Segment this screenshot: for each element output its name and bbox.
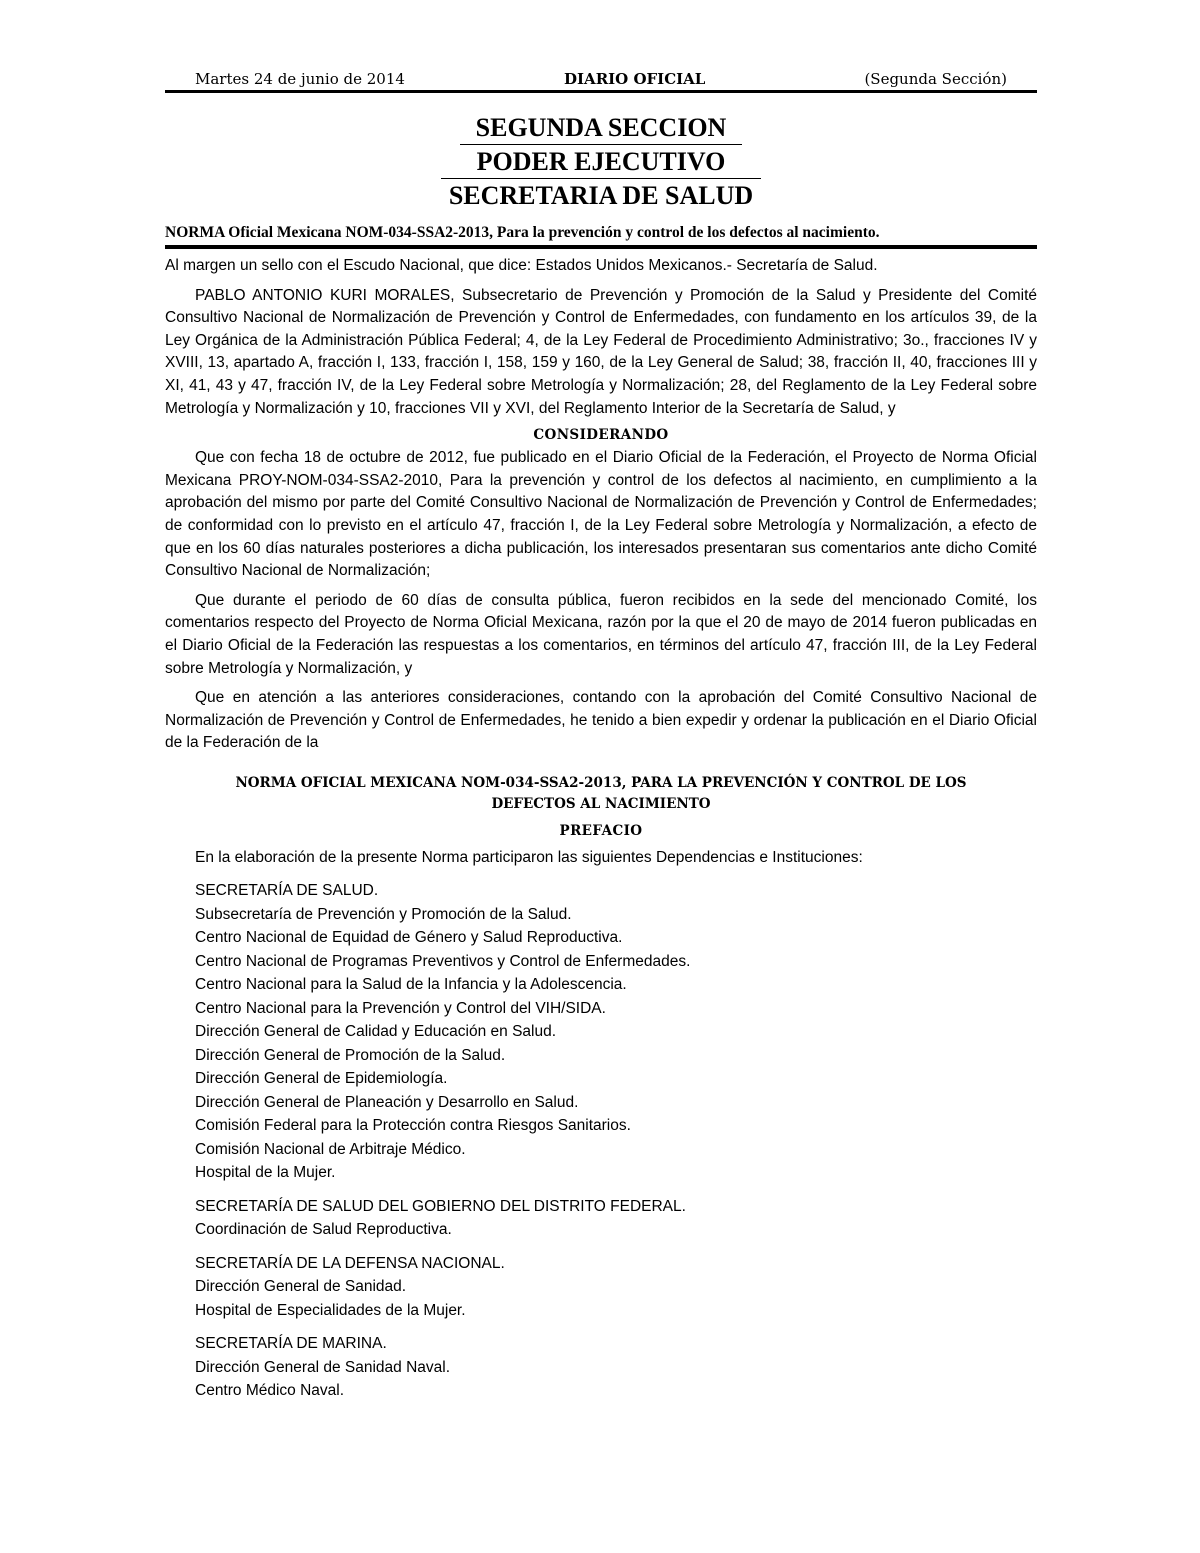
considerando-paragraph-2: Que durante el periodo de 60 días de consulta pública, fueron recibidos en la sede del mencionado Comité, los comentarios respecto del Proyecto de Norma Oficial Mexicana, razón por la que el 20 de mayo de 2014 fueron publicadas en el Diario Oficial de la Federación las respuestas a los comentarios, en términos del artículo 47, fracción III, de la Ley Federal sobre Metrología y Normalización, y (165, 591, 1037, 677)
seal-paragraph: Al margen un sello con el Escudo Nacional, que dice: Estados Unidos Mexicanos.- Secretaría de Salud. (165, 257, 878, 274)
considerando-paragraph-3: Que en atención a las anteriores consideraciones, contando con la aprobación del Comité Consultivo Nacional de Normalización de Prevención y Control de Enfermedades, he tenido a bien expedir y ordenar la publicación en el Diario Oficial de la Federación de la (165, 689, 1037, 752)
list-item: Hospital de Especialidades de la Mujer. (195, 1301, 466, 1319)
section-title: SEGUNDA SECCION (460, 111, 743, 145)
preamble-paragraph: PABLO ANTONIO KURI MORALES, Subsecretario de Prevención y Promoción de la Salud y Presidente del Comité Consultivo Nacional de Normalización de Prevención y Control de Enfermedades, con fundamento en los artículos 39, de la Ley Orgánica de la Administración Pública Federal; 4, de la Ley Federal de Procedimiento Administrativo; 3o., fracciones IV y XVIII, 13, apartado A, fracción I, 133, fracción I, 158, 159 y 160, de la Ley General de Salud; 38, fracción II, 40, fracciones III y XI, 41, 43 y 47, fracción IV, de la Ley Federal sobre Metrología y Normalización; 28, del Reglamento de la Ley Federal sobre Metrología y Normalización y 10, fracciones VII y XVI, del Reglamento Interior de la Secretaría de Salud, y (165, 286, 1037, 417)
section-titles (165, 111, 1037, 212)
header-date: Martes 24 de junio de 2014 (195, 70, 405, 88)
header-section: (Segunda Sección) (864, 70, 1007, 88)
list-item: SECRETARÍA DE LA DEFENSA NACIONAL. (195, 1254, 505, 1272)
list-item: Dirección General de Promoción de la Salud. (195, 1046, 506, 1064)
list-item: Hospital de la Mujer. (195, 1164, 336, 1182)
institution-list-df (165, 1195, 1037, 1242)
ministry-title: SECRETARIA DE SALUD (448, 181, 754, 210)
norm-heading-line-1: NORMA OFICIAL MEXICANA NOM-034-SSA2-2013, PARA LA PREVENCIÓN Y CONTROL DE LOS (235, 774, 967, 791)
list-item: SECRETARÍA DE MARINA. (195, 1335, 387, 1353)
norm-title: NORMA Oficial Mexicana NOM-034-SSA2-2013, Para la prevención y control de los defectos al nacimiento. (165, 224, 1037, 249)
institution-list-ss (165, 879, 1037, 1185)
document-page (165, 70, 1037, 1403)
list-item: Dirección General de Epidemiología. (195, 1070, 448, 1088)
list-item: Coordinación de Salud Reproductiva. (195, 1221, 452, 1239)
list-item: SECRETARÍA DE SALUD. (195, 882, 379, 900)
norm-heading-line-2: DEFECTOS AL NACIMIENTO (491, 795, 711, 812)
list-item: Dirección General de Planeación y Desarrollo en Salud. (195, 1093, 579, 1111)
branch-title: PODER EJECUTIVO (441, 145, 762, 179)
considerando-paragraph-1: Que con fecha 18 de octubre de 2012, fue publicado en el Diario Oficial de la Federación, el Proyecto de Norma Oficial Mexicana PROY-NOM-034-SSA2-2010, Para la prevención y control de los defectos al nacimiento, en cumplimiento a la aprobación del mismo por parte del Comité Consultivo Nacional de Normalización de Prevención y Control de Enfermedades; de conformidad con lo previsto en el artículo 47, fracción I, de la Ley Federal sobre Metrología y Normalización, a efecto de que en los 60 días naturales posteriores a dicha publicación, los interesados presentaran sus comentarios ante dicho Comité Consultivo Nacional de Normalización; (165, 449, 1037, 580)
list-item: Subsecretaría de Prevención y Promoción de la Salud. (195, 905, 572, 923)
considerando-heading: CONSIDERANDO (533, 427, 669, 444)
list-item: Dirección General de Sanidad Naval. (195, 1358, 451, 1376)
list-item: Centro Nacional para la Prevención y Control del VIH/SIDA. (195, 999, 606, 1017)
list-item: Dirección General de Calidad y Educación en Salud. (195, 1023, 557, 1041)
list-item: SECRETARÍA DE SALUD DEL GOBIERNO DEL DISTRITO FEDERAL. (195, 1197, 686, 1215)
norm-heading (185, 773, 1017, 815)
list-item: Centro Nacional de Programas Preventivos y Control de Enfermedades. (195, 952, 691, 970)
institution-list-sedena (165, 1252, 1037, 1323)
list-item: Centro Nacional para la Salud de la Infancia y la Adolescencia. (195, 976, 627, 994)
list-item: Centro Médico Naval. (195, 1382, 345, 1400)
institution-list-marina (165, 1332, 1037, 1403)
running-header (165, 70, 1037, 93)
prefacio-heading: PREFACIO (559, 822, 643, 839)
list-item: Comisión Nacional de Arbitraje Médico. (195, 1140, 466, 1158)
prefacio-intro: En la elaboración de la presente Norma participaron las siguientes Dependencias e Instituciones: (195, 848, 863, 866)
list-item: Centro Nacional de Equidad de Género y Salud Reproductiva. (195, 929, 623, 947)
header-publication: DIARIO OFICIAL (564, 70, 706, 88)
list-item: Comisión Federal para la Protección contra Riesgos Sanitarios. (195, 1117, 631, 1135)
list-item: Dirección General de Sanidad. (195, 1278, 407, 1296)
